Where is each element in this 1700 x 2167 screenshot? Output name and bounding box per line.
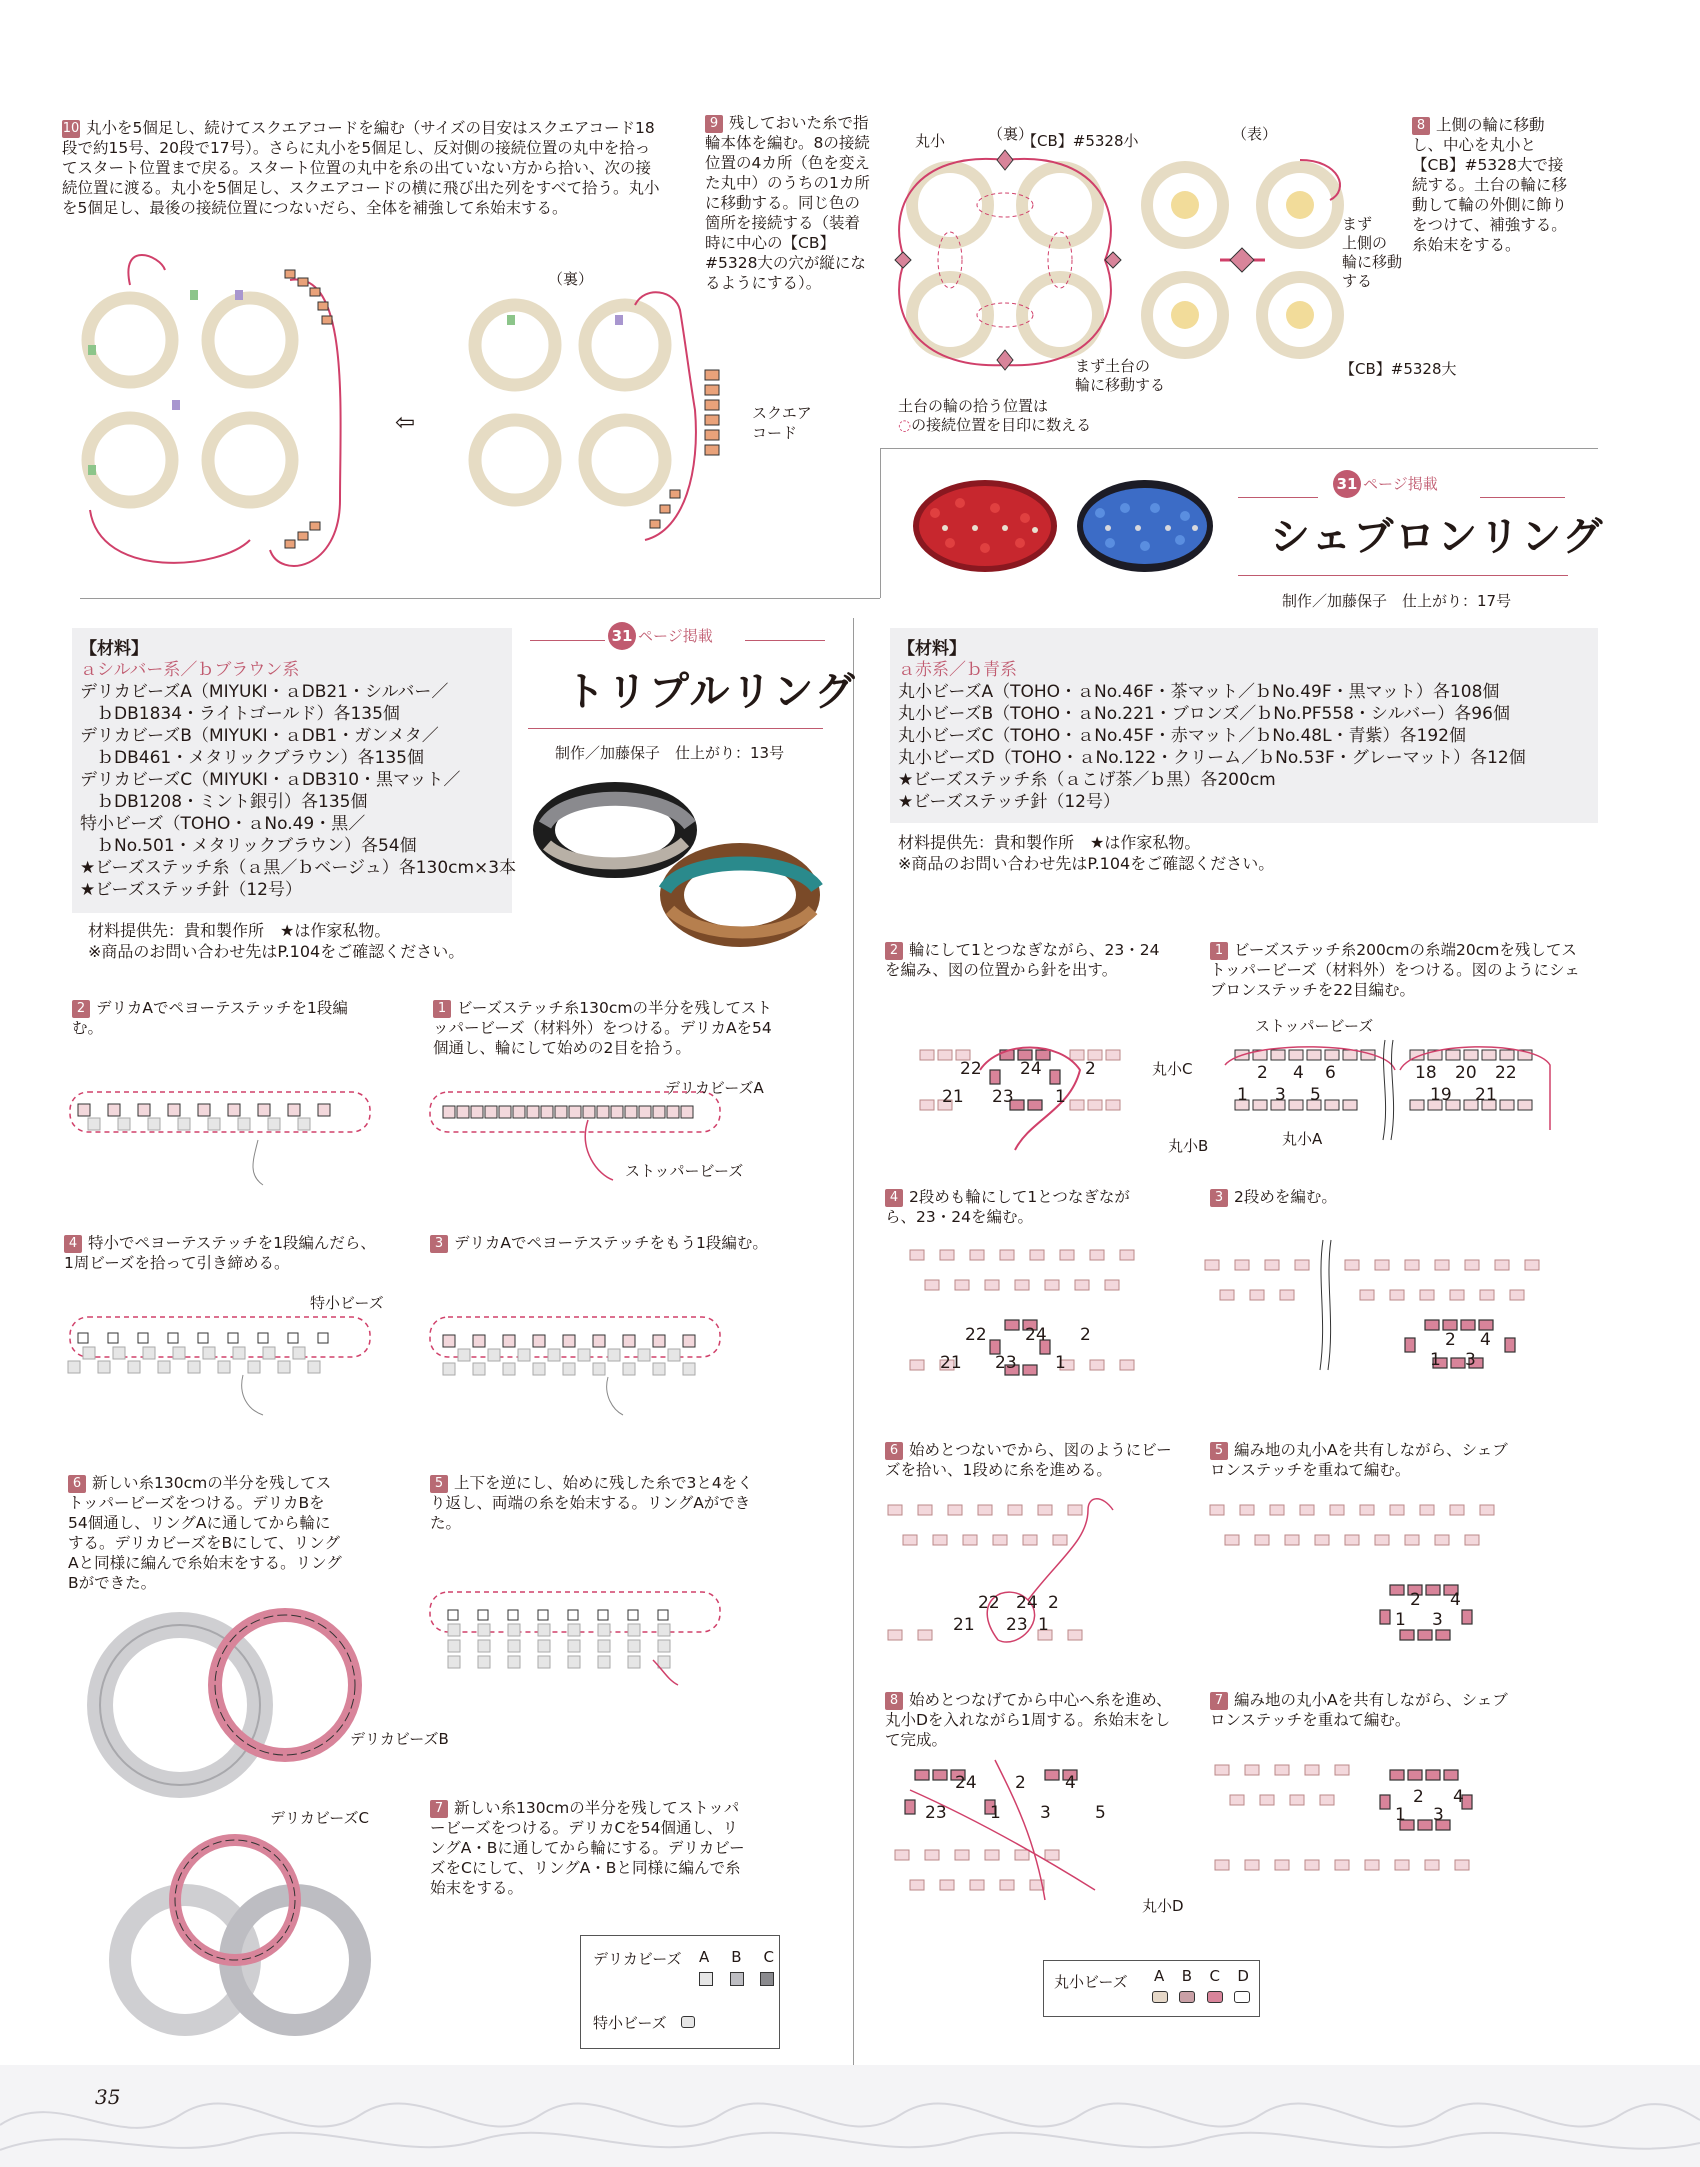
svg-text:1: 1	[1055, 1087, 1066, 1107]
title-rule	[1480, 497, 1565, 498]
step-text: 始めとつないでから、図のようにビーズを拾い、1段めに糸を進める。	[885, 1441, 1172, 1479]
legend-swatches	[1152, 1991, 1250, 2003]
step-text: デリカAでペヨーテステッチをもう1段編む。	[454, 1234, 768, 1252]
label-front: （表）	[1232, 125, 1278, 143]
step-number: 3	[430, 1235, 448, 1253]
label-maruko: 丸小	[915, 132, 946, 150]
material-item: 丸小ビーズC（TOHO・ａNo.45F・赤マット／ｂNo.48L・青紫）各192個	[898, 726, 1466, 746]
step-number: 5	[1210, 1442, 1228, 1460]
svg-text:3: 3	[1040, 1803, 1051, 1823]
swatch-b	[730, 1972, 744, 1986]
swatch-c	[1207, 1991, 1223, 2003]
step-text: ビーズステッチ糸200cmの糸端20cmを残してストッパービーズ（材料外）をつける。図のようにシェブロンステッチを22目編む。	[1210, 941, 1580, 999]
material-item: デリカビーズC（MIYUKI・ａDB310・黒マット／	[80, 770, 461, 790]
material-item: 特小ビーズ（TOHO・ａNo.49・黒／	[80, 814, 366, 834]
chevron-step8-diagram	[895, 1760, 1145, 1910]
svg-text:4: 4	[1453, 1787, 1464, 1807]
divider	[880, 448, 1598, 449]
step-number: 3	[1210, 1189, 1228, 1207]
chevron-notes	[898, 832, 1274, 874]
svg-text:5: 5	[1095, 1803, 1106, 1823]
triple-step-6	[68, 1473, 343, 1593]
triple-materials	[72, 628, 517, 913]
svg-text:23: 23	[925, 1803, 947, 1823]
material-item: ｂNo.501・メタリックブラウン）各54個	[80, 836, 417, 856]
svg-text:1: 1	[1395, 1805, 1406, 1825]
svg-text:21: 21	[942, 1087, 964, 1107]
inquiry-note: ※商品のお問い合わせ先はP.104をご確認ください。	[898, 854, 1275, 873]
svg-text:4: 4	[1450, 1590, 1461, 1610]
step-number: 8	[885, 1692, 903, 1710]
legend-col: C	[1209, 1967, 1220, 1985]
step-number: 8	[1412, 117, 1430, 135]
svg-text:22: 22	[965, 1325, 987, 1345]
svg-text:3: 3	[1433, 1805, 1444, 1825]
page-badge	[608, 622, 713, 650]
step-9	[705, 113, 875, 293]
material-item: デリカビーズB（MIYUKI・ａDB1・ガンメタ／	[80, 726, 439, 746]
materials-heading: 【材料】	[80, 639, 148, 659]
chevron-step1-diagram	[1205, 1040, 1575, 1140]
step-number: 6	[68, 1475, 86, 1493]
divider	[80, 598, 880, 599]
chevron-step3-diagram	[1205, 1240, 1585, 1390]
step-10	[62, 118, 662, 218]
chevron-credit: 制作／加藤保子 仕上がり：17号	[1282, 592, 1512, 610]
chevron-step6-diagram	[888, 1500, 1138, 1650]
swatch-a	[699, 1972, 713, 1986]
step-8	[1412, 115, 1572, 255]
title-rule	[528, 728, 823, 729]
chevron-step-8	[885, 1690, 1175, 1750]
svg-text:3: 3	[1275, 1085, 1286, 1105]
label-tokusho: 特小ビーズ	[310, 1294, 384, 1312]
step-number: 7	[1210, 1692, 1228, 1710]
swatch-a	[1152, 1991, 1168, 2003]
legend-cols	[1154, 1967, 1249, 1985]
label-stopper: ストッパービーズ	[625, 1162, 744, 1180]
chevron-step5-diagram	[1210, 1500, 1530, 1650]
step-number: 9	[705, 115, 723, 133]
page-badge	[1333, 470, 1438, 498]
label-cb-small: 【CB】#5328小	[1022, 132, 1139, 150]
triple-step3-diagram	[428, 1315, 738, 1435]
chevron-step-4	[885, 1187, 1155, 1227]
label-delica-c: デリカビーズC	[270, 1809, 369, 1827]
legend-cols	[699, 1948, 774, 1966]
legend-col: B	[731, 1948, 742, 1966]
step10-diagram-left	[60, 250, 390, 590]
svg-text:2: 2	[1080, 1325, 1091, 1345]
legend-col: C	[763, 1948, 774, 1966]
note-base2: の接続位置を目印に数える	[911, 416, 1092, 434]
svg-text:1: 1	[1430, 1350, 1441, 1370]
triple-step-3	[430, 1233, 770, 1253]
triple-step4-diagram	[68, 1315, 378, 1435]
legend-col: A	[1154, 1967, 1165, 1985]
step-number: 5	[430, 1475, 448, 1493]
note-base2-row: ◌の接続位置を目印に数える	[898, 416, 1092, 434]
step-text: 上下を逆にし、始めに残した糸で3と4をくり返し、両端の糸を始末する。リングAができた。	[430, 1474, 753, 1532]
badge-text: ページ掲載	[638, 627, 713, 645]
svg-text:23: 23	[995, 1353, 1017, 1373]
label-stopper-beads: ストッパービーズ	[1255, 1017, 1374, 1035]
step-number: 1	[1210, 942, 1228, 960]
material-item: ｂDB461・メタリックブラウン）各135個	[80, 748, 424, 768]
step-text: 丸小を5個足し、続けてスクエアコードを編む（サイズの目安はスクエアコード18段で約15号、20段で17号）。さらに丸小を5個足し、反対側の接続位置の丸中を拾ってスタート位置まで戻る。スタート位置の丸中を糸の出ていない方から拾い、次の接続位置に渡る。丸小を5個足し、スクエアコードの横に飛び出た列をすべて拾う。丸小を5個足し、最後の接続位置につないだら、全体を補強して糸始末する。	[62, 119, 660, 217]
material-item: ｂDB1208・ミント銀引）各135個	[80, 792, 368, 812]
triple-notes	[88, 920, 464, 962]
material-item: ★ビーズステッチ糸（ａ黒／ｂベージュ）各130cm×3本	[80, 858, 517, 878]
step9-diagram	[895, 150, 1125, 380]
title-rule	[745, 640, 825, 641]
step-number: 2	[72, 1000, 90, 1018]
legend-title-maruko: 丸小ビーズ	[1054, 1973, 1128, 1991]
chevron-step4-diagram	[910, 1240, 1160, 1390]
svg-text:3: 3	[1465, 1350, 1476, 1370]
triple-step-7	[430, 1798, 750, 1898]
swatch-c	[760, 1972, 774, 1986]
step-text: デリカAでペヨーテステッチを1段編む。	[72, 999, 348, 1037]
chevron-step-2	[885, 940, 1165, 980]
step8-diagram	[1140, 150, 1370, 380]
divider	[880, 448, 881, 598]
triple-legend	[580, 1935, 780, 2049]
swatch-tokusho	[681, 2016, 695, 2028]
step-text: 新しい糸130cmの半分を残してストッパービーズをつける。デリカCを54個通し、リングA・Bに通してから輪にする。デリカビーズをCにして、リングA・Bと同様に編んで糸始末をする。	[430, 1799, 745, 1897]
svg-text:2: 2	[1410, 1590, 1421, 1610]
chevron-step7-diagram	[1215, 1760, 1535, 1910]
material-item: 丸小ビーズD（TOHO・ａNo.122・クリーム／ｂNo.53F・グレーマット）各12個	[898, 748, 1526, 768]
material-item: デリカビーズA（MIYUKI・ａDB21・シルバー／	[80, 682, 449, 702]
label-cb-large: 【CB】#5328大	[1340, 360, 1457, 378]
ornament-band	[0, 2065, 1700, 2167]
step-text: 編み地の丸小Aを共有しながら、シェブロンステッチを重ねて編む。	[1210, 1691, 1508, 1729]
svg-text:21: 21	[940, 1353, 962, 1373]
supply-note: 材料提供先：貴和製作所 ★は作家私物。	[88, 921, 391, 940]
svg-text:22: 22	[960, 1059, 982, 1079]
label-back: （裏）	[548, 270, 594, 288]
arrow-left-icon: ⇦	[395, 408, 416, 436]
legend-col: B	[1181, 1967, 1193, 1985]
divider	[853, 618, 854, 2068]
triple-credit: 制作／加藤保子 仕上がり：13号	[555, 744, 785, 762]
step-number: 2	[885, 942, 903, 960]
step-number: 1	[433, 1000, 451, 1018]
svg-text:22: 22	[1495, 1063, 1517, 1083]
triple-step-5	[430, 1473, 760, 1533]
chevron-legend	[1043, 1960, 1260, 2017]
label-maruko-a: 丸小A	[1282, 1130, 1323, 1148]
svg-text:21: 21	[953, 1615, 975, 1635]
material-item: ｂDB1834・ライトゴールド）各135個	[80, 704, 400, 724]
svg-text:4: 4	[1480, 1330, 1491, 1350]
chevron-ring-b-photo	[1070, 468, 1220, 578]
svg-text:1: 1	[1237, 1085, 1248, 1105]
step-text: 特小でペヨーテステッチを1段編んだら、1周ビーズを拾って引き締める。	[64, 1234, 376, 1272]
chevron-step-1	[1210, 940, 1580, 1000]
chevron-step-7	[1210, 1690, 1510, 1730]
svg-text:22: 22	[978, 1593, 1000, 1613]
step-number: 6	[885, 1442, 903, 1460]
label-move-base: まず土台の 輪に移動する	[1075, 357, 1166, 394]
material-item: ★ビーズステッチ針（12号）	[80, 880, 303, 900]
step10-diagram-right	[455, 290, 755, 560]
triple-step6-diagram	[95, 1605, 395, 1805]
svg-text:21: 21	[1475, 1085, 1497, 1105]
svg-text:23: 23	[992, 1087, 1014, 1107]
svg-text:3: 3	[1432, 1610, 1443, 1630]
legend-title-delica: デリカビーズ	[593, 1950, 682, 1968]
svg-text:2: 2	[1015, 1773, 1026, 1793]
badge-text: ページ掲載	[1363, 475, 1438, 493]
triple-step-4	[64, 1233, 384, 1273]
chevron-title: シェブロンリング	[1270, 513, 1605, 560]
svg-text:2: 2	[1048, 1593, 1059, 1613]
svg-text:23: 23	[1006, 1615, 1028, 1635]
label-maruko-d: 丸小D	[1142, 1897, 1184, 1915]
step-number: 4	[885, 1189, 903, 1207]
triple-step-1	[433, 998, 773, 1058]
badge-number: 31	[1333, 470, 1361, 498]
label-back: （裏）	[988, 125, 1034, 143]
legend-swatches	[699, 1972, 774, 1986]
step-number: 7	[430, 1800, 448, 1818]
svg-text:2: 2	[1085, 1059, 1096, 1079]
material-item: 丸小ビーズB（TOHO・ａNo.221・ブロンズ／ｂNo.PF558・シルバー）各96個	[898, 704, 1510, 724]
svg-text:2: 2	[1257, 1063, 1268, 1083]
title-rule	[1238, 575, 1568, 576]
svg-text:4: 4	[1065, 1773, 1076, 1793]
chevron-materials	[890, 628, 1598, 823]
materials-variants: ａ赤系／ｂ青系	[898, 660, 1017, 680]
legend-col: D	[1237, 1967, 1249, 1985]
step-text: 始めとつなげてから中心へ糸を進め、丸小Dを入れながら1周する。糸始末をして完成。	[885, 1691, 1172, 1749]
label-delica-a: デリカビーズA	[665, 1079, 764, 1097]
step-text: 新しい糸130cmの半分を残してストッパービーズをつける。デリカBを54個通し、リングAに通してから輪にする。デリカビーズをBにして、リングAと同様に編んで糸始末をする。リングBができた。	[68, 1474, 342, 1592]
step-text: 残しておいた糸で指輪本体を編む。8の接続位置の4カ所（色を変えた丸中）のうちの1カ所に移動する。同じ色の箇所を接続する（装着時に中心の【CB】#5328大の穴が縦になるようにする）。	[705, 114, 870, 292]
legend-col: A	[699, 1948, 710, 1966]
label-delica-b: デリカビーズB	[350, 1730, 449, 1748]
label-maruko-c: 丸小C	[1152, 1060, 1193, 1078]
triple-step2-diagram	[68, 1090, 378, 1200]
legend-title-tokusho: 特小ビーズ	[593, 2014, 667, 2032]
step-text: 2段めを編む。	[1234, 1188, 1337, 1206]
chevron-step2-diagram	[920, 1040, 1150, 1150]
title-rule	[1238, 497, 1318, 498]
supply-note: 材料提供先：貴和製作所 ★は作家私物。	[898, 833, 1201, 852]
chevron-step-3	[1210, 1187, 1510, 1207]
materials-variants: ａシルバー系／ｂブラウン系	[80, 660, 300, 680]
triple-ring-photo	[525, 770, 825, 955]
svg-text:24: 24	[1016, 1593, 1038, 1613]
triple-step7-diagram	[105, 1830, 405, 2040]
chevron-step-6	[885, 1440, 1175, 1480]
material-item: 丸小ビーズA（TOHO・ａNo.46F・茶マット／ｂNo.49F・黒マット）各108個	[898, 682, 1500, 702]
triple-step5-diagram	[428, 1590, 738, 1710]
svg-text:24: 24	[955, 1773, 977, 1793]
label-square-cord: スクエア コード	[752, 404, 812, 442]
svg-text:1: 1	[990, 1803, 1001, 1823]
svg-text:1: 1	[1395, 1610, 1406, 1630]
triple-title: トリプルリング	[565, 668, 857, 715]
page-number: 35	[95, 2085, 121, 2109]
step-text: 上側の輪に移動し、中心を丸小と【CB】#5328大で接続する。土台の輪に移動して輪の外側に飾りをつけて、補強する。糸始末をする。	[1412, 116, 1568, 254]
title-rule	[530, 640, 605, 641]
svg-text:6: 6	[1325, 1063, 1336, 1083]
triple-step-2	[72, 998, 372, 1038]
swatch-d	[1234, 1991, 1250, 2003]
label-maruko-b: 丸小B	[1168, 1137, 1209, 1155]
step-text: ビーズステッチ糸130cmの半分を残してストッパービーズ（材料外）をつける。デリカAを54個通し、輪にして始めの2目を拾う。	[433, 999, 773, 1057]
svg-text:24: 24	[1020, 1059, 1042, 1079]
step-number: 10	[62, 121, 80, 136]
chevron-ring-a-photo	[905, 468, 1065, 578]
svg-text:2: 2	[1413, 1787, 1424, 1807]
triple-step1-diagram	[428, 1090, 738, 1200]
materials-heading: 【材料】	[898, 639, 966, 659]
svg-text:1: 1	[1038, 1615, 1049, 1635]
svg-text:2: 2	[1445, 1330, 1456, 1350]
badge-number: 31	[608, 622, 636, 650]
step-text: 編み地の丸小Aを共有しながら、シェブロンステッチを重ねて編む。	[1210, 1441, 1508, 1479]
material-item: ★ビーズステッチ針（12号）	[898, 792, 1121, 812]
svg-text:19: 19	[1430, 1085, 1452, 1105]
chevron-step-5	[1210, 1440, 1510, 1480]
step-text: 輪にして1とつなぎながら、23・24を編み、図の位置から針を出す。	[885, 941, 1160, 979]
swatch-b	[1179, 1991, 1195, 2003]
label-move-upper: まず 上側の 輪に移動 する	[1342, 215, 1403, 290]
svg-text:5: 5	[1310, 1085, 1321, 1105]
svg-text:1: 1	[1055, 1353, 1066, 1373]
step-text: 2段めも輪にして1とつなぎながら、23・24を編む。	[885, 1188, 1130, 1226]
svg-text:20: 20	[1455, 1063, 1477, 1083]
inquiry-note: ※商品のお問い合わせ先はP.104をご確認ください。	[88, 942, 465, 961]
svg-text:18: 18	[1415, 1063, 1437, 1083]
note-base: 土台の輪の拾う位置は	[898, 397, 1049, 415]
material-item: ★ビーズステッチ糸（ａこげ茶／ｂ黒）各200cm	[898, 770, 1276, 790]
svg-text:4: 4	[1293, 1063, 1304, 1083]
step-number: 4	[64, 1235, 82, 1253]
svg-text:24: 24	[1025, 1325, 1047, 1345]
